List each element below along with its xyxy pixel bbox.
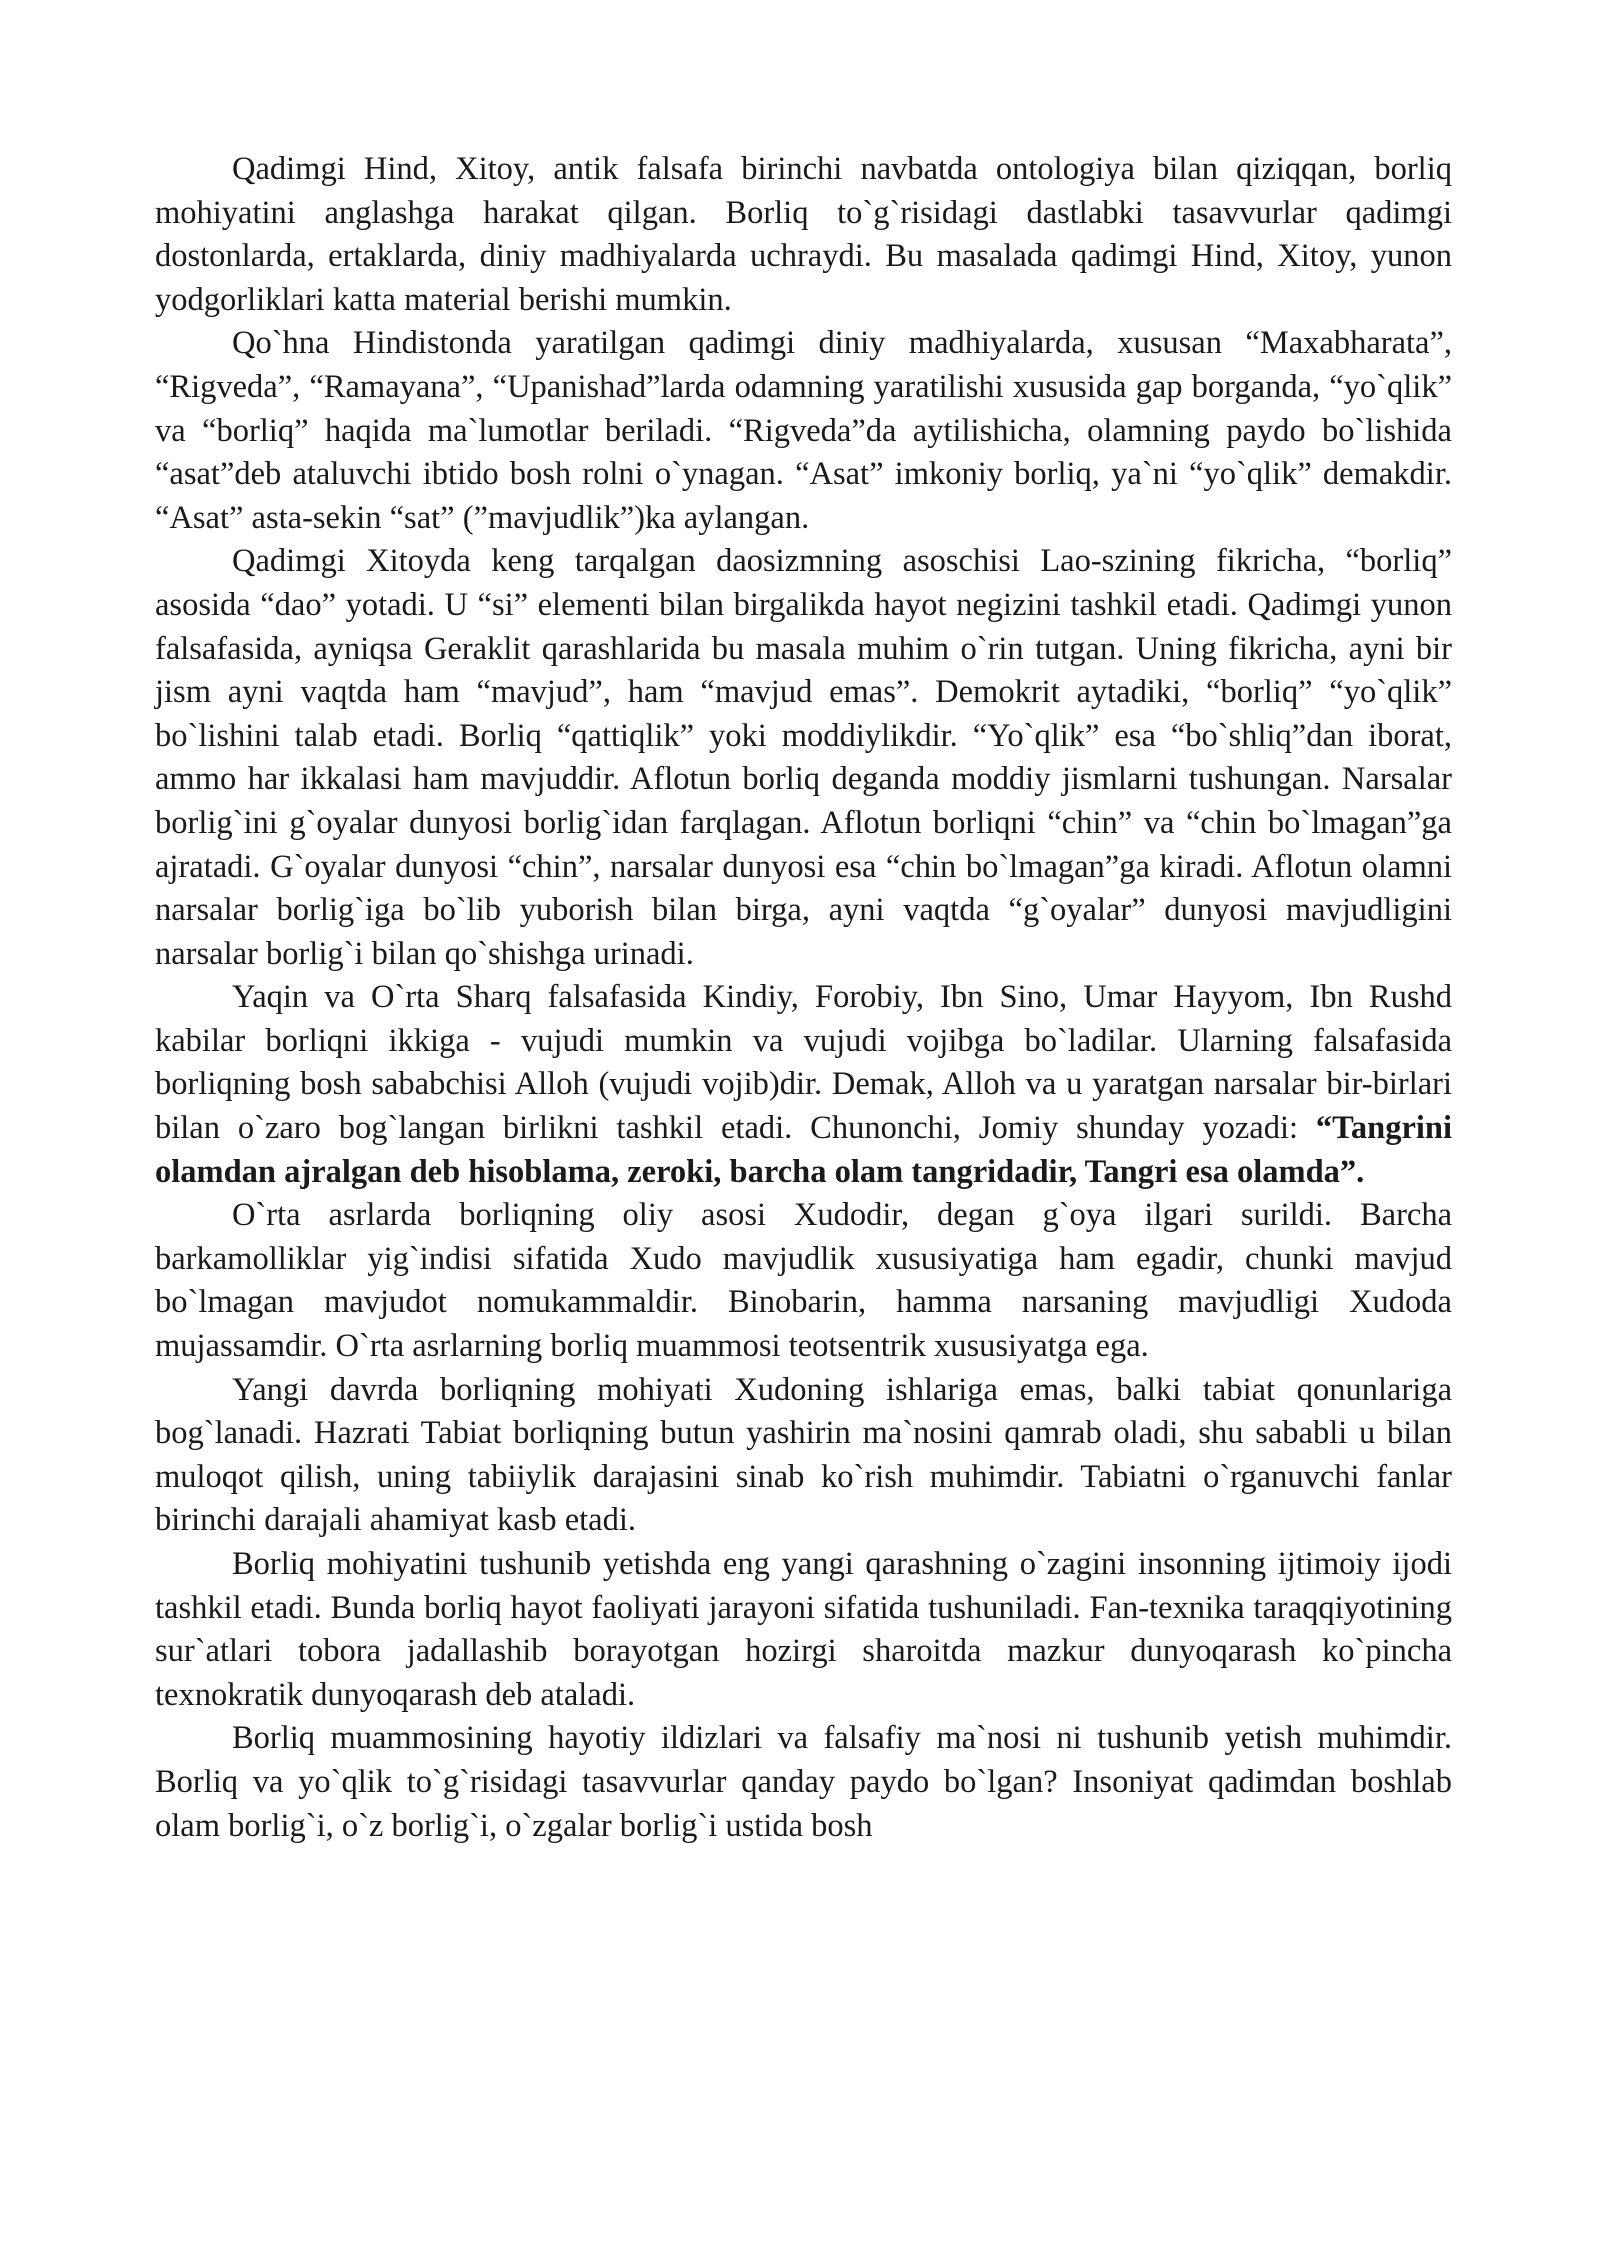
paragraph-text: Qadimgi Xitoyda keng tarqalgan daosizmning asoschisi Lao-szining fikricha, “borliq” asosida “dao” yotadi. U “si” elementi bilan birgalikda hayot negizini tashkil etadi. Qadimgi yunon falsafasida, ayniqsa Geraklit qarashlarida bu masala muhim o`rin tutgan. Uning fikricha, ayni bir jism ayni vaqtda ham “mavjud”, ham “mavjud emas”. Demokrit aytadiki, “borliq” “yo`qlik” bo`lishini talab etadi. Borliq “qattiqlik” yoki moddiylikdir. “Yo`qlik” esa “bo`shliq”dan iborat, ammo har ikkalasi ham mavjuddir. Aflotun borliq deganda moddiy jismlarni tushungan. Narsalar borlig`ini g`oyalar dunyosi borlig`idan farqlagan. Aflotun borliqni “chin” va “chin bo`lmagan”ga ajratadi. G`oyalar dunyosi “chin”, narsalar dunyosi esa “chin bo`lmagan”ga kiradi. Aflotun olamni narsalar borlig`iga bo`lib yuborish bilan birga, ayni vaqtda “g`oyalar” dunyosi mavjudligini narsalar borlig`i bilan qo`shishga urinadi. [155, 543, 1452, 972]
paragraph-life-roots [155, 1717, 1452, 1848]
paragraph-ancient-china-greece [155, 540, 1452, 976]
paragraph-text: Qo`hna Hindistonda yaratilgan qadimgi diniy madhiyalarda, xususan “Maxabharata”, “Rigveda”, “Ramayana”, “Upanishad”larda odamning yaratilishi xususida gap borganda, “yo`qlik” va “borliq” haqida ma`lumotlar beriladi. “Rigveda”da aytilishicha, olamning paydo bo`lishida “asat”deb ataluvchi ibtido bosh rolni o`ynagan. “Asat” imkoniy borliq, ya`ni “yo`qlik” demakdir. “Asat” asta-sekin “sat” (”mavjudlik”)ka aylangan. [155, 325, 1452, 536]
paragraph-modern-era [155, 1369, 1452, 1543]
paragraph-ancient-philosophy [155, 148, 1452, 322]
bold-quote: “Tangrini olamdan ajralgan deb hisoblama, zeroki, barcha olam tangridadir, Tangri esa olamda”. [155, 1110, 1452, 1190]
paragraph-text: Borliq mohiyatini tushunib yetishda eng yangi qarashning o`zagini insonning ijtimoiy ijodi tashkil etadi. Bunda borliq hayot faoliyati jarayoni sifatida tushuniladi. Fan-texnika taraqqiyotining sur`atlari tobora jadallashib borayotgan hozirgi sharoitda mazkur dunyoqarash ko`pincha texnokratik dunyoqarash deb ataladi. [155, 1546, 1452, 1713]
paragraph-text: Yangi davrda borliqning mohiyati Xudoning ishlariga emas, balki tabiat qonunlariga bog`lanadi. Hazrati Tabiat borliqning butun yashirin ma`nosini qamrab oladi, shu sababli u bilan muloqot qilish, uning tabiiylik darajasini sinab ko`rish muhimdir. Tabiatni o`rganuvchi fanlar birinchi darajali ahamiyat kasb etadi. [155, 1371, 1452, 1539]
paragraph-text: Borliq muammosining hayotiy ildizlari va falsafiy ma`nosi ni tushunib yetish muhimdir. Borliq va yo`qlik to`g`risidagi tasavvurlar qanday paydo bo`lgan? Insoniyat qadimdan boshlab olam borlig`i, o`z borlig`i, o`zgalar borlig`i ustida bosh [155, 1720, 1452, 1844]
paragraph-text: Qadimgi Hind, Xitoy, antik falsafa birinchi navbatda ontologiya bilan qiziqqan, borliq mohiyatini anglashga harakat qilgan. Borliq to`g`risidagi dastlabki tasavvurlar qadimgi dostonlarda, ertaklarda, diniy madhiyalarda uchraydi. Bu masalada qadimgi Hind, Xitoy, yunon yodgorliklari katta material berishi mumkin. [155, 151, 1452, 318]
paragraph-newest-view [155, 1543, 1452, 1717]
paragraph-middle-ages [155, 1194, 1452, 1368]
paragraph-text: Yaqin va O`rta Sharq falsafasida Kindiy, Forobiy, Ibn Sino, Umar Hayyom, Ibn Rushd kabilar borliqni ikkiga - vujudi mumkin va vujudi vojibga bo`ladilar. Ularning falsafasida borliqning bosh sababchisi Alloh (vujudi vojib)dir. Demak, Alloh va u yaratgan narsalar bir-birlari bilan o`zaro bog`langan birlikni tashkil etadi. Chunonchi, Jomiy shunday yozadi: [155, 979, 1452, 1147]
paragraph-near-middle-east [155, 976, 1452, 1194]
paragraph-text: O`rta asrlarda borliqning oliy asosi Xudodir, degan g`oya ilgari surildi. Barcha barkamolliklar yig`indisi sifatida Xudo mavjudlik xususiyatiga ham egadir, chunki mavjud bo`lmagan mavjudot nomukammaldir. Binobarin, hamma narsaning mavjudligi Xudoda mujassamdir. O`rta asrlarning borliq muammosi teotsentrik xususiyatga ega. [155, 1197, 1452, 1365]
document-page [155, 148, 1452, 1848]
paragraph-ancient-india [155, 322, 1452, 540]
